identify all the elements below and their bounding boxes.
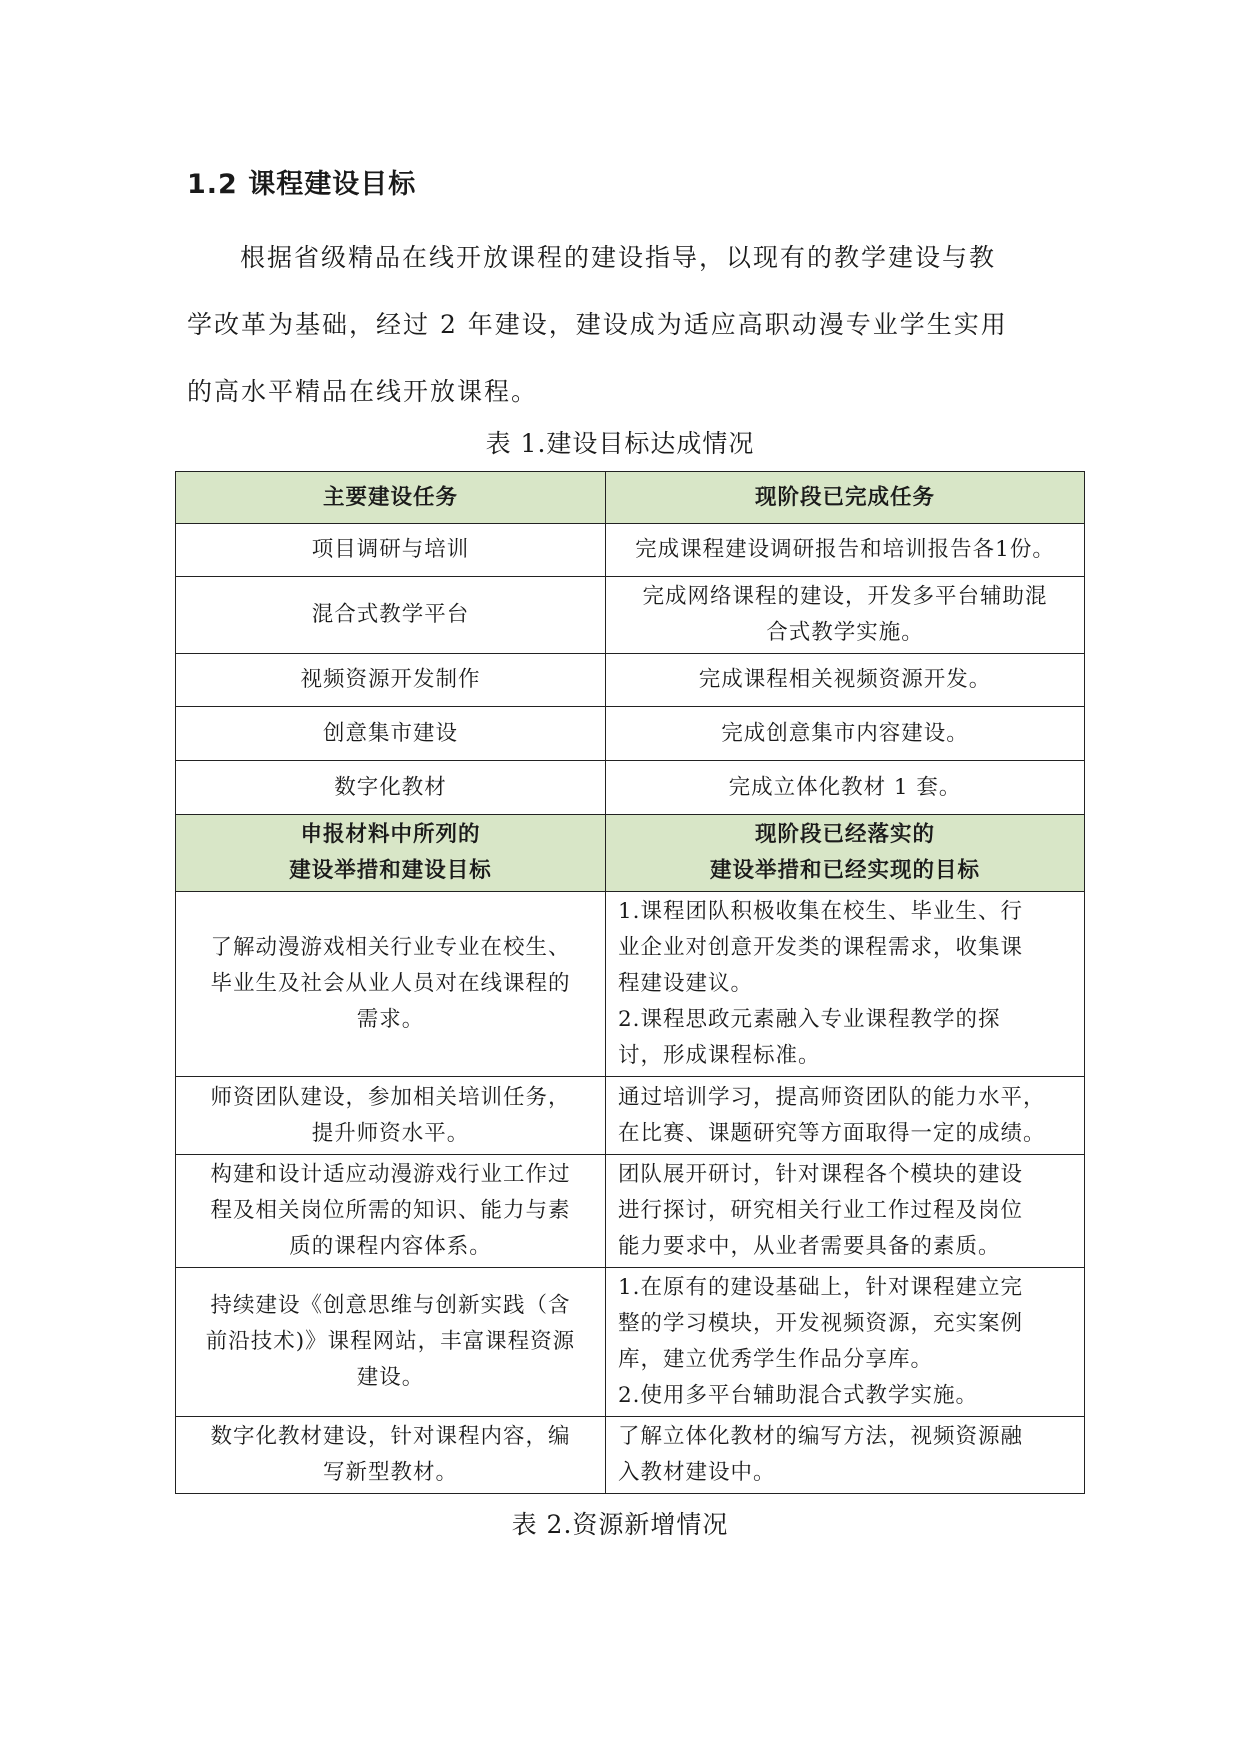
completed-cell: 完成立体化教材 1 套。: [606, 761, 1085, 815]
achieved-item: 2.课程思政元素融入专业课程教学的探 讨，形成课程标准。: [618, 1007, 1001, 1068]
completed-cell: 完成课程相关视频资源开发。: [606, 654, 1085, 707]
completed-cell: 完成网络课程的建设，开发多平台辅助混 合式教学实施。: [606, 577, 1085, 654]
task-cell: 混合式教学平台: [176, 577, 606, 654]
achieved-item: 1.在原有的建设基础上，针对课程建立完 整的学习模块，开发视频资源，充实案例 库，建立优秀学生作品分享库。: [618, 1275, 1024, 1372]
achieved-item: 2.使用多平台辅助混合式教学实施。: [618, 1383, 979, 1408]
achieved-item: 团队展开研讨，针对课程各个模块的建设 进行探讨，研究相关行业工作过程及岗位 能力要求中，从业者需要具备的素质。: [618, 1162, 1024, 1259]
table-row: [176, 761, 1085, 815]
achieved-cell: [606, 892, 1085, 1077]
planned-cell: 持续建设《创意思维与创新实践（含 前沿技术)》课程网站，丰富课程资源 建设。: [176, 1268, 606, 1417]
achieved-cell: [606, 1268, 1085, 1417]
planned-cell: 了解动漫游戏相关行业专业在校生、 毕业生及社会从业人员对在线课程的 需求。: [176, 892, 606, 1077]
table-row: [176, 1268, 1085, 1417]
task-cell: 创意集市建设: [176, 707, 606, 761]
header-cell-achieved-measures: 现阶段已经落实的 建设举措和已经实现的目标: [606, 815, 1085, 892]
task-cell: 数字化教材: [176, 761, 606, 815]
table-header-row: [176, 815, 1085, 892]
completed-cell: 完成创意集市内容建设。: [606, 707, 1085, 761]
achieved-item: 通过培训学习，提高师资团队的能力水平， 在比赛、课题研究等方面取得一定的成绩。: [618, 1084, 1046, 1146]
header-cell-completed-tasks: 现阶段已完成任务: [606, 472, 1085, 524]
achieved-cell: [606, 1155, 1085, 1268]
achieved-item: 了解立体化教材的编写方法，视频资源融 入教材建设中。: [618, 1424, 1024, 1485]
table1-caption: 表 1.建设目标达成情况: [485, 429, 755, 458]
table-row: [176, 1417, 1085, 1494]
table-row: [176, 1155, 1085, 1268]
achieved-item: 1.课程团队积极收集在校生、毕业生、行 业企业对创意开发类的课程需求，收集课 程建设建议。: [618, 899, 1024, 996]
intro-line: 根据省级精品在线开放课程的建设指导，以现有的教学建设与教: [240, 243, 997, 272]
achieved-cell: [606, 1417, 1085, 1494]
goals-table: [175, 471, 1085, 1494]
completed-cell: 完成课程建设调研报告和培训报告各1份。: [606, 524, 1085, 577]
table-row: [176, 654, 1085, 707]
table-row: [176, 1077, 1085, 1155]
table2-caption: 表 2.资源新增情况: [511, 1510, 729, 1539]
intro-line: 的高水平精品在线开放课程。: [187, 377, 539, 406]
intro-paragraph: [187, 224, 1067, 425]
table-header-row: [176, 472, 1085, 524]
table-row: [176, 524, 1085, 577]
planned-cell: 数字化教材建设，针对课程内容，编 写新型教材。: [176, 1417, 606, 1494]
header-cell-planned-measures: 申报材料中所列的 建设举措和建设目标: [176, 815, 606, 892]
planned-cell: 构建和设计适应动漫游戏行业工作过 程及相关岗位所需的知识、能力与素 质的课程内容体系。: [176, 1155, 606, 1268]
achieved-cell: [606, 1077, 1085, 1155]
planned-cell: 师资团队建设，参加相关培训任务， 提升师资水平。: [176, 1077, 606, 1155]
table-row: [176, 577, 1085, 654]
intro-line: 学改革为基础，经过 2 年建设，建设成为适应高职动漫专业学生实用: [187, 310, 1008, 339]
task-cell: 视频资源开发制作: [176, 654, 606, 707]
task-cell: 项目调研与培训: [176, 524, 606, 577]
header-cell-main-tasks: 主要建设任务: [176, 472, 606, 524]
section-heading: 1.2 课程建设目标: [187, 169, 417, 200]
table-row: [176, 892, 1085, 1077]
table-row: [176, 707, 1085, 761]
